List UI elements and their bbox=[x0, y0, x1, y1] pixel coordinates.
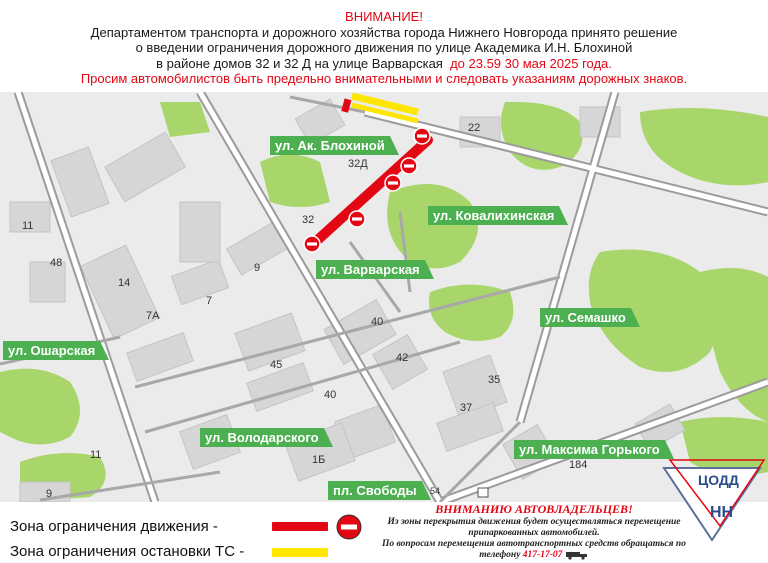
building-number: 11 bbox=[90, 449, 102, 461]
notice-block bbox=[364, 502, 704, 561]
logo-top-text: ЦОДД bbox=[698, 472, 739, 488]
street-label-blokhinoy-text: ул. Ак. Блохиной bbox=[275, 138, 385, 153]
notice-phone: 417-17-07 bbox=[522, 550, 563, 561]
logo-bottom-text: НН bbox=[710, 504, 734, 521]
building-number: 40 bbox=[324, 389, 337, 401]
street-map[interactable] bbox=[0, 92, 768, 502]
building-number: 32 bbox=[302, 214, 315, 226]
legend-restriction-label: Зона ограничения движения - bbox=[10, 518, 218, 535]
street-label-volodarskogo bbox=[200, 428, 324, 447]
header-line-3: о введении ограничения дорожного движения по улице Академика И.Н. Блохиной bbox=[135, 40, 633, 55]
announcement-header bbox=[0, 0, 768, 92]
street-label-semashko-text: ул. Семашко bbox=[545, 310, 626, 325]
tow-truck-icon bbox=[565, 550, 589, 560]
legend bbox=[0, 502, 768, 563]
street-label-semashko bbox=[540, 308, 631, 327]
building-number: 42 bbox=[396, 352, 409, 364]
building-number: 40 bbox=[371, 316, 384, 328]
header-title: ВНИМАНИЕ! bbox=[345, 9, 423, 24]
legend-restriction-swatch bbox=[272, 522, 328, 531]
codd-logo-graphic bbox=[660, 456, 768, 542]
header-line-4-part1: в районе домов 32 и 32 Д на улице Варварская bbox=[156, 55, 443, 71]
street-label-volodarskogo-text: ул. Володарского bbox=[205, 430, 319, 445]
building-number: 9 bbox=[46, 488, 53, 500]
legend-stop-label: Зона ограничения остановки ТС - bbox=[10, 543, 245, 560]
building-number: 14 bbox=[118, 277, 131, 289]
building-number: 184 bbox=[569, 459, 588, 471]
building-number: 11 bbox=[22, 220, 34, 232]
building-number: 48 bbox=[50, 257, 63, 269]
street-label-varvarskaya-text: ул. Варварская bbox=[321, 262, 420, 277]
building-number: 7 bbox=[206, 295, 213, 307]
building-number: 35 bbox=[488, 374, 501, 386]
street-label-maksima-gorkogo-text: ул. Максима Горького bbox=[519, 442, 660, 457]
notice-text-2-body: По вопросам перемещения автотранспортных средств обращаться по телефону bbox=[382, 539, 686, 561]
bus-stop-icon bbox=[478, 488, 488, 497]
header-line-4-part2: до 23.59 30 мая 2025 года. bbox=[450, 55, 612, 71]
legend-stop-swatch bbox=[272, 548, 328, 557]
notice-text-2 bbox=[364, 539, 704, 561]
header-line-4 bbox=[0, 56, 768, 72]
street-label-pl-svobody bbox=[328, 481, 422, 500]
no-entry-sign-icon bbox=[336, 514, 362, 540]
building-number: 32Д bbox=[348, 158, 368, 170]
header-line-5: Просим автомобилистов быть предельно внимательными и следовать указаниям дорожных знаков. bbox=[80, 71, 688, 86]
building-number: 1Б bbox=[312, 454, 326, 466]
codd-logo bbox=[660, 456, 768, 542]
building-number: 22 bbox=[468, 122, 481, 134]
street-label-varvarskaya bbox=[316, 260, 425, 279]
header-line-2: Департаментом транспорта и дорожного хозяйства города Нижнего Новгорода принято решение bbox=[90, 24, 678, 40]
building-number: 37 bbox=[460, 402, 473, 414]
building-number: 54 bbox=[430, 486, 441, 496]
street-label-kovalikhinskaya bbox=[428, 206, 559, 225]
street-label-pl-svobody-text: пл. Свободы bbox=[333, 483, 417, 498]
street-label-blokhinoy bbox=[270, 136, 390, 155]
notice-title: ВНИМАНИЮ АВТОВЛАДЕЛЬЦЕВ! bbox=[435, 502, 633, 516]
street-label-kovalikhinskaya-text: ул. Ковалихинская bbox=[433, 208, 555, 223]
building-number: 45 bbox=[270, 359, 283, 371]
street-label-maksima-gorkogo bbox=[514, 440, 665, 459]
notice-text-1: Из зоны перекрытия движения будет осуществляться перемещение припаркованных автомобилей. bbox=[387, 517, 681, 538]
street-label-osharskaya-text: ул. Ошарская bbox=[8, 343, 96, 358]
building-number: 7А bbox=[146, 310, 160, 322]
building-number: 9 bbox=[254, 262, 261, 274]
street-label-osharskaya bbox=[3, 341, 100, 360]
